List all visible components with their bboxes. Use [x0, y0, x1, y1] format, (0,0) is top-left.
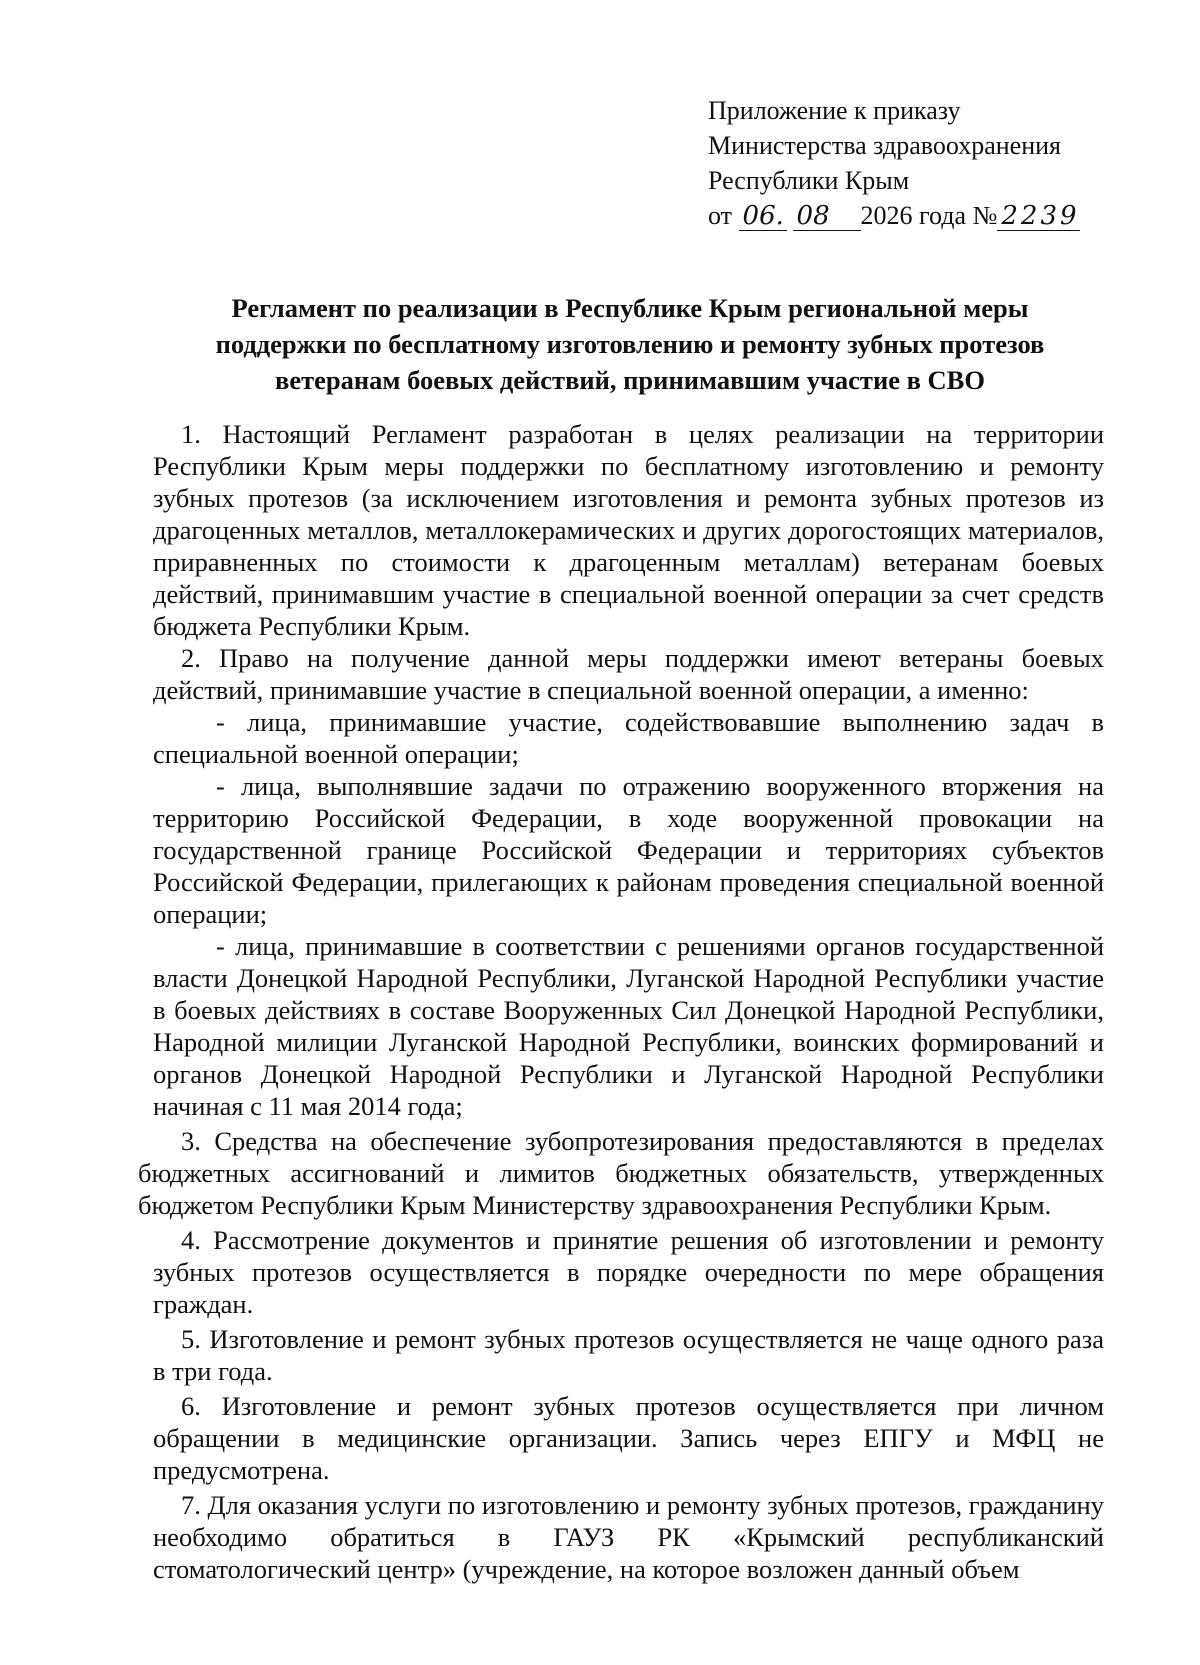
title-line-3: ветеранам боевых действий, принимавшим участие в СВО — [275, 365, 985, 395]
date-year-text: 2026 года № — [860, 201, 998, 230]
paragraph-1: 1. Настоящий Регламент разработан в целях реализации на территории Республики Крым меры поддержки по бесплатному изготовлению и ремонту зубных протезов (за исключением изготовления и ремонта зубных протезов из драгоценных металлов, металлокерамических и других дорогостоящих материалов, приравненных по стоимости к драгоценным металлам) ветеранам боевых действий, принимавшим участие в специальной военной операции за счет средств бюджета Республики Крым. — [153, 419, 1104, 641]
title-line-1: Регламент по реализации в Республике Крым региональной меры — [231, 293, 1029, 323]
handwritten-order-number: 2239 — [997, 202, 1080, 231]
paragraph-5: 5. Изготовление и ремонт зубных протезов осуществляется не чаще одного раза в три года. — [153, 1324, 1104, 1386]
appendix-date-line — [708, 198, 1148, 233]
appendix-line-2: Министерства здравоохранения — [708, 131, 1061, 160]
document-body — [138, 418, 1104, 1585]
list-item-3: - лица, принимавшие в соответствии с решениями органов государственной власти Донецкой Народной Республики, Луганской Народной Республики участие в боевых действиях в составе Вооруженных Сил Донецкой Народной Республики, Народной милиции Луганской Народной Республики, воинских формирований и органов Донецкой Народной Республики и Луганской Народной Республики начиная с 11 мая 2014 года; — [153, 931, 1104, 1121]
paragraph-3: 3. Средства на обеспечение зубопротезирования предоставляются в пределах бюджетных ассигнований и лимитов бюджетных обязательств, утвержденных бюджетом Республики Крым Министерству здравоохранения Республики Крым. — [138, 1126, 1104, 1220]
paragraph-4: 4. Рассмотрение документов и принятие решения об изготовлении и ремонту зубных протезов осуществляется в порядке очередности по мере обращения граждан. — [153, 1225, 1104, 1319]
paragraph-6: 6. Изготовление и ремонт зубных протезов осуществляется при личном обращении в медицинские организации. Запись через ЕПГУ и МФЦ не предусмотрена. — [153, 1391, 1104, 1485]
title-line-2: поддержки по бесплатному изготовлению и ремонту зубных протезов — [215, 329, 1045, 359]
document-title — [150, 290, 1110, 398]
appendix-line-3: Республики Крым — [708, 166, 910, 195]
appendix-header — [708, 93, 1148, 233]
handwritten-day: 06. — [739, 202, 787, 231]
handwritten-month: 08 — [793, 202, 861, 231]
list-item-2: - лица, выполнявшие задачи по отражению вооруженного вторжения на территорию Российской Федерации, в ходе вооруженной провокации на государственной границе Российской Федерации и территориях субъектов Российской Федерации, прилегающих к районам проведения специальной военной операции; — [153, 771, 1104, 929]
list-item-1: - лица, принимавшие участие, содействовавшие выполнению задач в специальной военной операции; — [153, 707, 1104, 769]
appendix-line-1: Приложение к приказу — [708, 96, 961, 125]
paragraph-2: 2. Право на получение данной меры поддержки имеют ветераны боевых действий, принимавшие участие в специальной военной операции, а именно: — [153, 643, 1104, 705]
date-prefix: от — [708, 201, 733, 230]
paragraph-7: 7. Для оказания услуги по изготовлению и ремонту зубных протезов, гражданину необходимо обратиться в ГАУЗ РК «Крымский республиканский стоматологический центр» (учреждение, на которое возложен данный объем — [153, 1490, 1104, 1584]
